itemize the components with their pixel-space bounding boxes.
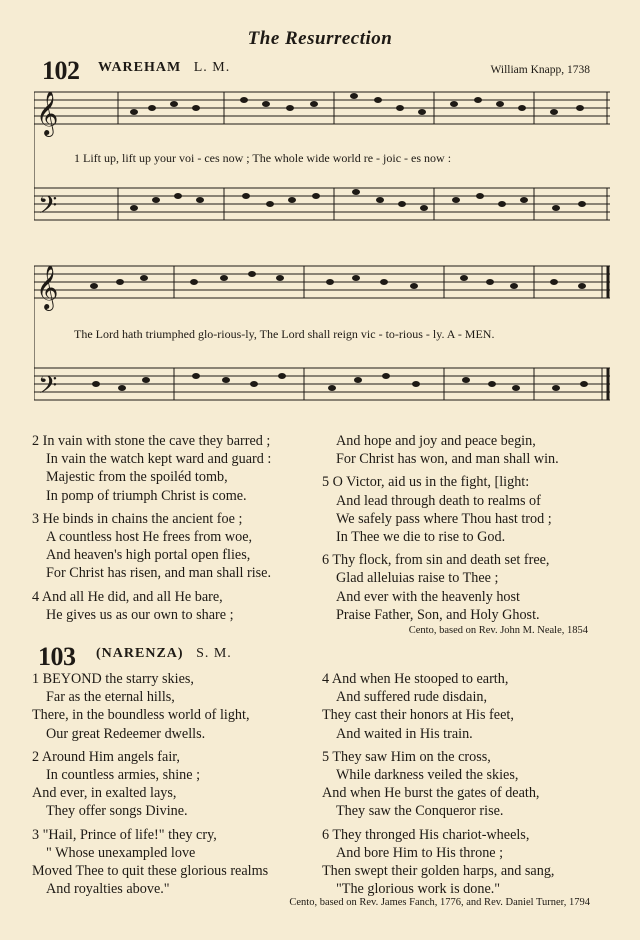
verse-line: 1 BEYOND the starry skies, — [32, 671, 194, 687]
verse-line: They cast their honors at His feet, — [322, 707, 514, 724]
verse-line: We safely pass where Thou hast trod ; — [336, 510, 552, 527]
music-score-1 — [34, 84, 614, 254]
tune-name: (NARENZA) — [96, 646, 184, 661]
verse-line: 4 And all He did, and all He bare, — [32, 588, 223, 605]
tune-meter: L. M. — [193, 60, 231, 75]
hymn-103-credit: Cento, based on Rev. James Fanch, 1776, and Rev. Daniel Turner, 1794 — [289, 897, 590, 908]
verse-line: And ever, in exalted lays, — [32, 785, 177, 802]
verse-line: And ever with the heavenly host — [336, 588, 520, 605]
verse-line: And royalties above." — [46, 881, 170, 898]
hymn-102-tune — [98, 60, 230, 76]
verse-line: And hope and joy and peace begin, — [336, 433, 536, 449]
tune-name: WAREHAM — [98, 60, 182, 75]
verse-line: They saw the Conqueror rise. — [336, 803, 504, 820]
svg-text:𝄢: 𝄢 — [38, 191, 58, 226]
hymn-102-lyric-2: The Lord hath triumphed glo-rious-ly, The Lord shall reign vic - to-rious - ly. A - MEN. — [74, 327, 495, 341]
verse-line: While darkness veiled the skies, — [336, 767, 519, 784]
hymn-102-credit: Cento, based on Rev. John M. Neale, 1854 — [408, 625, 588, 636]
hymn-102-lyric-1: 1 Lift up, lift up your voi - ces now ; The whole wide world re - joic - es now : — [74, 151, 452, 165]
verse-line: And bore Him to His throne ; — [336, 844, 504, 861]
verse-line: Praise Father, Son, and Holy Ghost. — [336, 606, 540, 623]
verse-line: 4 And when He stooped to earth, — [322, 671, 509, 687]
verse-line: In countless armies, shine ; — [46, 767, 201, 784]
verse-line: For Christ has won, and man shall win. — [336, 451, 559, 468]
hymn-102-number: 102 — [42, 56, 80, 85]
verse-line: Majestic from the spoiléd tomb, — [46, 469, 228, 486]
verse-line: Moved Thee to quit these glorious realms — [32, 863, 269, 880]
verse-line: 2 In vain with stone the cave they barred ; — [32, 433, 271, 449]
page-header: The Resurrection — [247, 28, 393, 49]
hymn-102-left-column — [32, 432, 271, 624]
verse-line: 5 They saw Him on the cross, — [322, 748, 491, 765]
verse-line: "The glorious work is done." — [336, 881, 501, 898]
verse-line: And lead through death to realms of — [336, 492, 541, 509]
hymn-103-right-column — [322, 670, 554, 898]
verse-line: 3 He binds in chains the ancient foe ; — [32, 510, 243, 527]
hymn-103-number: 103 — [38, 642, 76, 671]
svg-text:𝄢: 𝄢 — [38, 371, 58, 406]
hymn-103-tune — [96, 646, 232, 662]
verse-line: " Whose unexampled love — [46, 844, 196, 861]
verse-line: Glad alleluias raise to Thee ; — [336, 570, 499, 587]
verse-line: And heaven's high portal open flies, — [46, 547, 251, 564]
svg-text:𝄞: 𝄞 — [36, 91, 59, 135]
verse-line: And suffered rude disdain, — [336, 689, 488, 706]
verse-line: They offer songs Divine. — [46, 803, 188, 820]
verse-line: Our great Redeemer dwells. — [46, 725, 206, 742]
music-system-1 — [34, 84, 614, 254]
verse-line: 3 "Hail, Prince of life!" they cry, — [32, 826, 217, 843]
verse-line: And when He burst the gates of death, — [322, 785, 540, 802]
hymn-103-left-column — [32, 670, 268, 898]
verse-line: There, in the boundless world of light, — [32, 707, 250, 724]
verse-line: In pomp of triumph Christ is come. — [46, 487, 247, 504]
verse-line: He gives us as our own to share ; — [46, 606, 234, 623]
verse-line: In Thee we die to rise to God. — [336, 529, 506, 546]
composer-credit: William Knapp, 1738 — [490, 64, 590, 76]
verse-line: In vain the watch kept ward and guard : — [46, 451, 272, 468]
verse-line: 2 Around Him angels fair, — [32, 748, 180, 765]
verse-line: 5 O Victor, aid us in the fight, [light: — [322, 474, 530, 491]
verse-line: For Christ has risen, and man shall rise. — [46, 565, 271, 582]
tune-meter: S. M. — [196, 646, 232, 661]
verse-line: And waited in His train. — [336, 725, 473, 742]
hymn-102-right-column — [322, 432, 559, 624]
verse-line: 6 Thy flock, from sin and death set free, — [322, 552, 550, 569]
verse-line: 6 They thronged His chariot-wheels, — [322, 826, 530, 843]
verse-line: Then swept their golden harps, and sang, — [322, 863, 555, 880]
verse-line: Far as the eternal hills, — [46, 689, 175, 706]
verse-line: A countless host He frees from woe, — [46, 529, 253, 546]
svg-text:𝄞: 𝄞 — [36, 265, 59, 309]
